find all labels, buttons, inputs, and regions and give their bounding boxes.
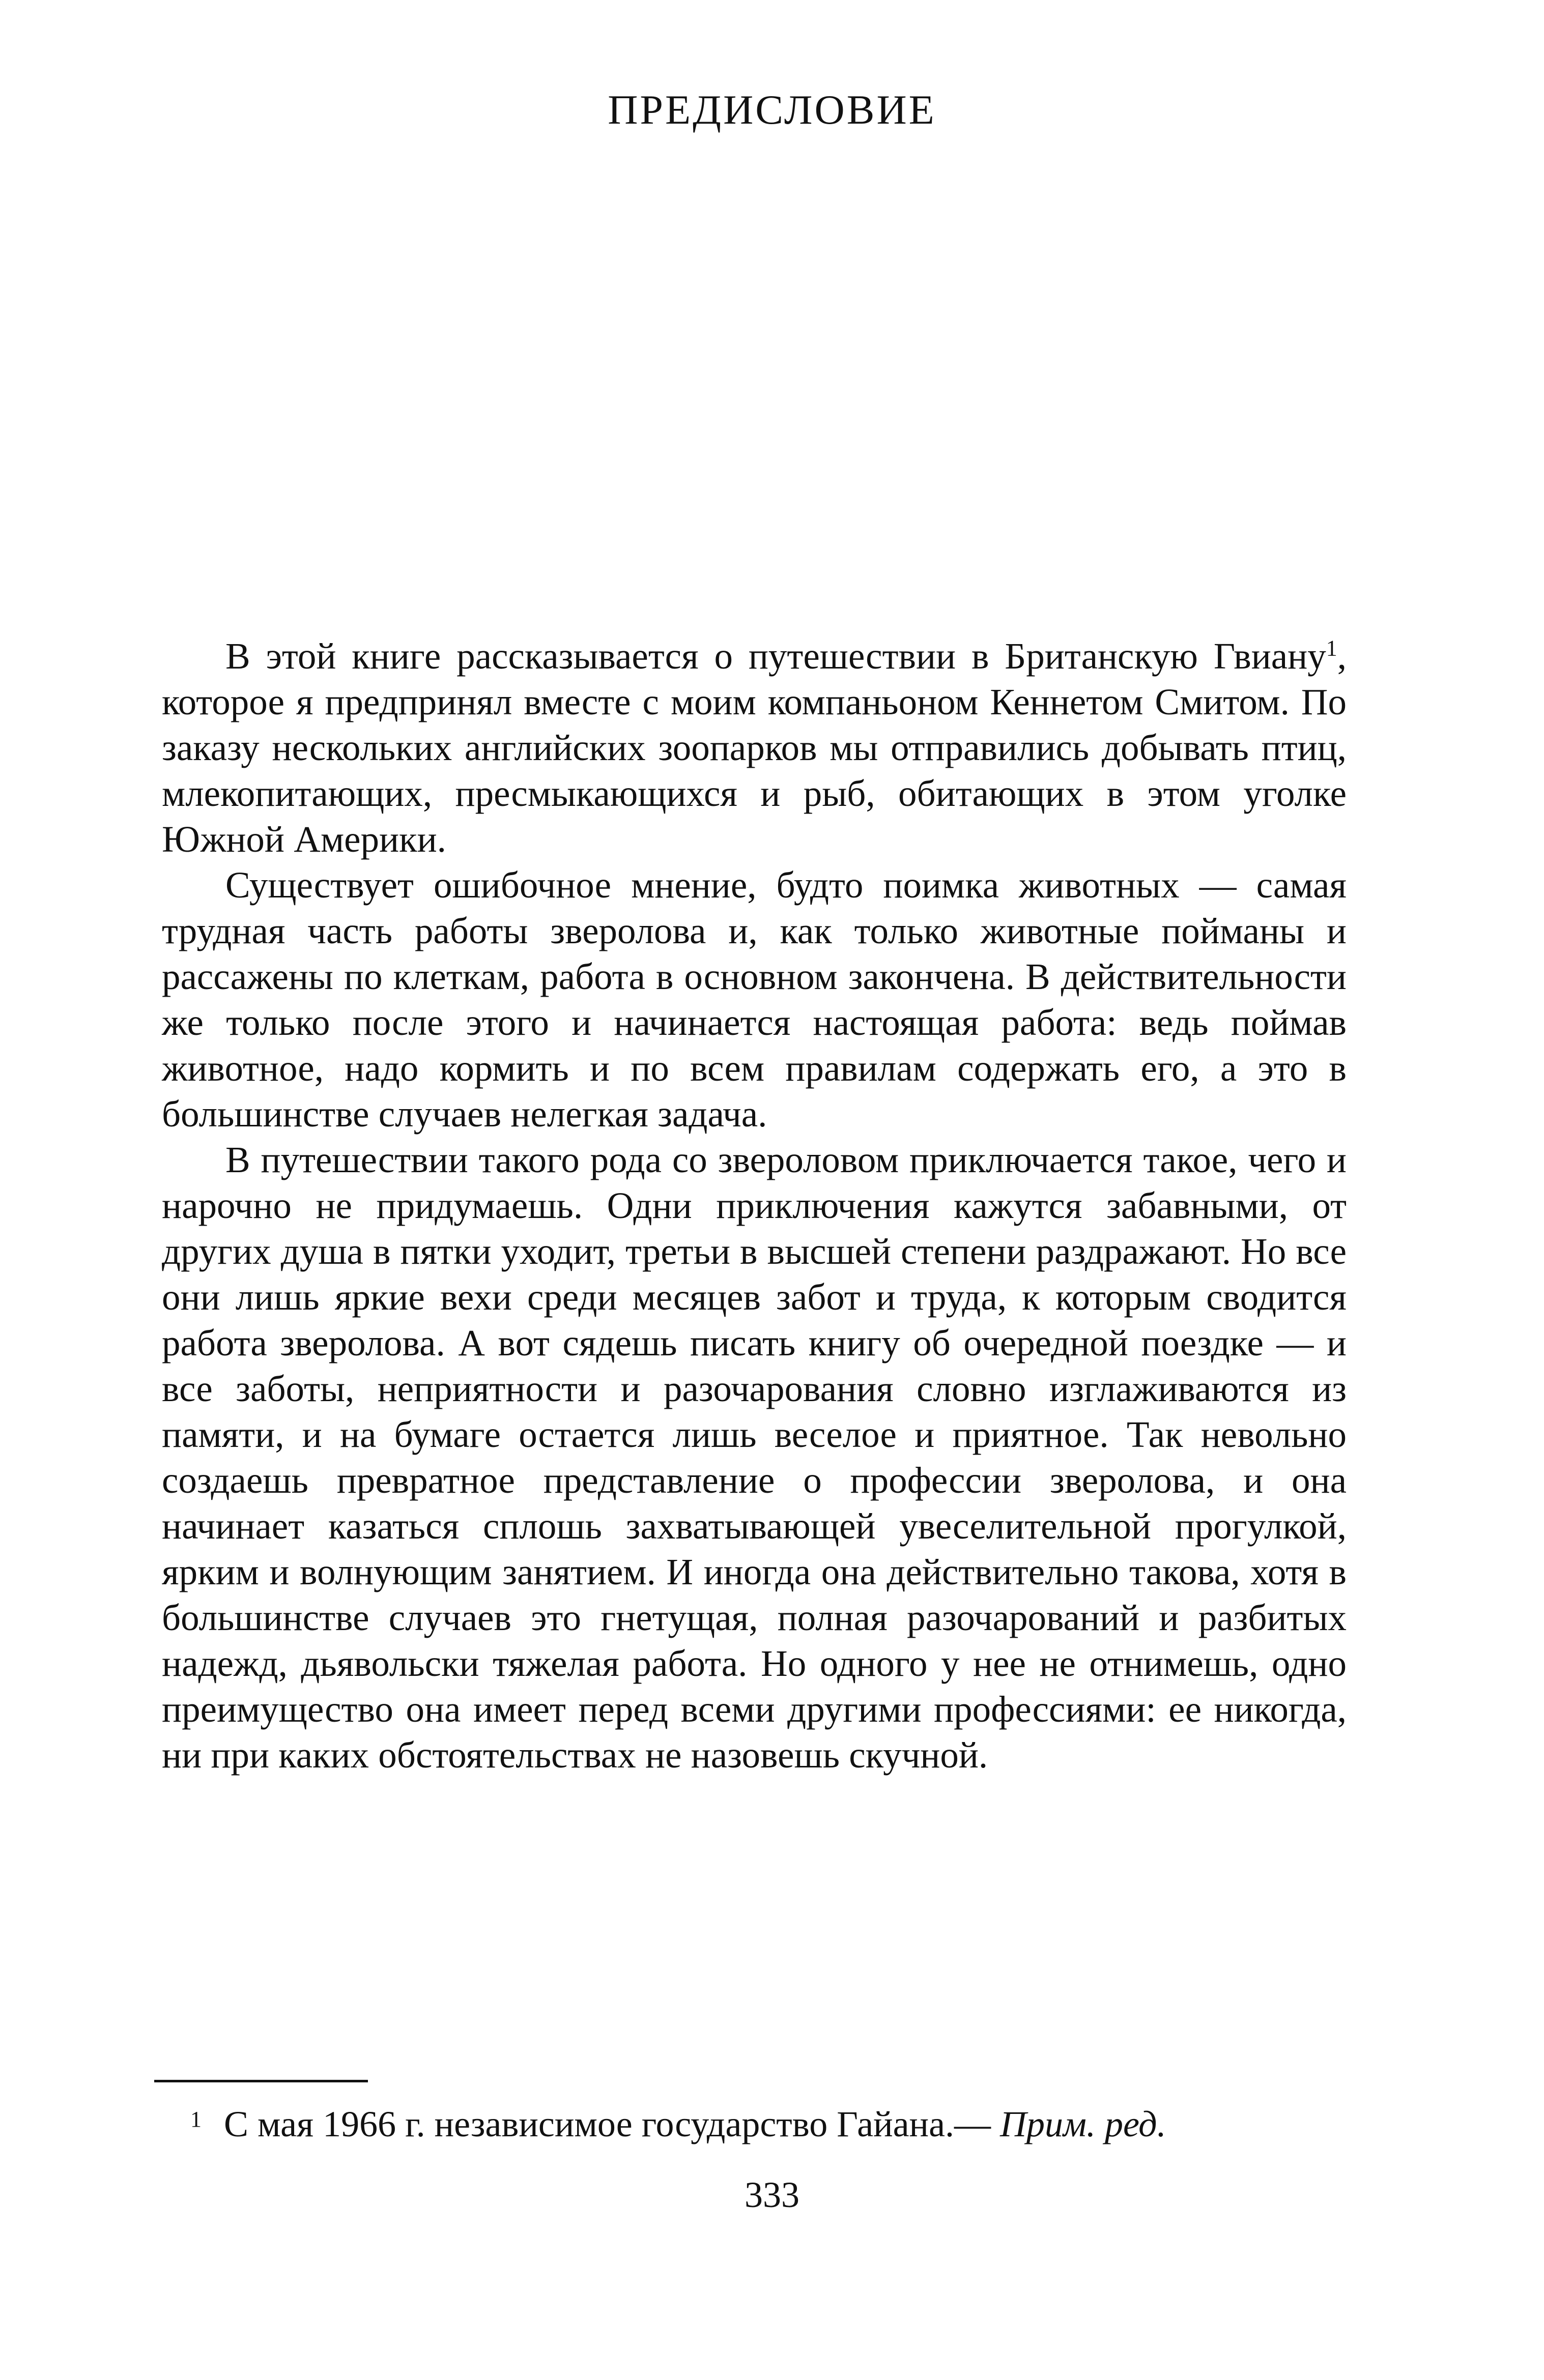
paragraph-3: В путешествии такого рода со звероловом приключается такое, чего и нарочно не придумаешь. Одни приключения кажутся забавными, от других душа в пятки уходит, третьи в высшей степени раздражают. Но все они лишь яркие вехи среди месяцев забот и труда, к которым сводится работа зверолова. А вот сядешь писать книгу об очередной поездке — и все заботы, неприятности и разочарования словно изглаживаются из памяти, и на бумаге остается лишь веселое и приятное. Так невольно создаешь превратное представление о профессии зверолова, и она начинает казаться сплошь захватывающей увеселительной прогулкой, ярким и волнующим занятием. И иногда она действительно такова, хотя в большинстве случаев это гнетущая, полная разочарований и разбитых надежд, дьявольски тяжелая работа. Но одного у нее не отнимешь, одно преимущество она имеет перед всеми другими профессиями: ее никогда, ни при каких обстоятельствах не назовешь скучной. bbox=[162, 1139, 1347, 1776]
footnote-text: С мая 1966 г. независимое государство Гайана.— bbox=[224, 2104, 1000, 2144]
page-title: ПРЕДИСЛОВИЕ bbox=[608, 86, 936, 133]
footnote-mark: 1 bbox=[190, 2107, 202, 2132]
paragraph-1-text-start: В этой книге рассказывается о путешествии в Британскую Гвиану bbox=[225, 635, 1326, 677]
paragraph-1 bbox=[162, 633, 1347, 862]
page-number: 333 bbox=[745, 2174, 799, 2215]
footnote-divider bbox=[154, 2080, 368, 2082]
footnote-reference: 1 bbox=[1326, 635, 1337, 661]
body-text bbox=[162, 633, 1347, 1778]
paragraph-1-text-end: , которое я предпринял вместе с моим компаньоном Кеннетом Смитом. По заказу нескольких английских зоопарков мы отправились добывать птиц, млекопитающих, пресмыкающихся и рыб, обитающих в этом уголке Южной Америки. bbox=[162, 635, 1347, 860]
footnote-editor-note: Прим. ред. bbox=[1000, 2104, 1166, 2144]
footnote bbox=[190, 2102, 1166, 2146]
paragraph-2: Существует ошибочное мнение, будто поимка животных — самая трудная часть работы зверолова и, как только животные пойманы и рассажены по клеткам, работа в основном закончена. В действительности же только после этого и начинается настоящая работа: ведь поймав животное, надо кормить и по всем правилам содержать его, а это в большинстве случаев нелегкая задача. bbox=[162, 864, 1347, 1135]
